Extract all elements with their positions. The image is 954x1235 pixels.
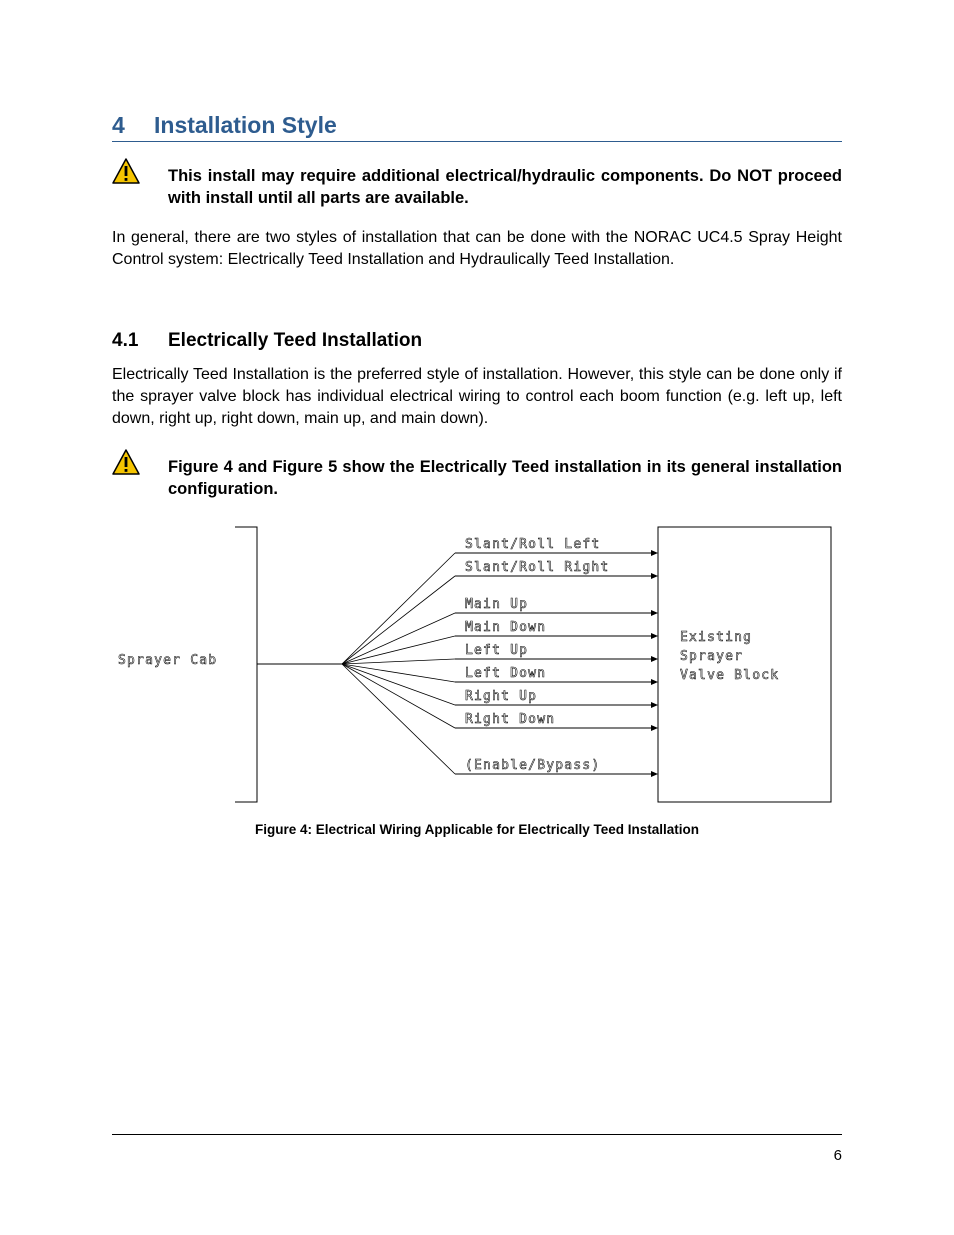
wire-arrow-left-down [651, 679, 658, 685]
wire-label-main-down: Main Down [465, 620, 547, 635]
valve-block-box [658, 527, 831, 802]
wire-arrow-enable-bypass [651, 771, 658, 777]
wire-label-left-up: Left Up [465, 643, 529, 658]
sprayer-cab-bracket [235, 527, 257, 802]
wire-fan-main-up [342, 613, 455, 664]
wire-arrow-left-up [651, 656, 658, 662]
wire-arrow-right-down [651, 725, 658, 731]
wire-label-right-up: Right Up [465, 689, 538, 704]
wire-label-left-down: Left Down [465, 666, 547, 681]
wire-arrow-main-down [651, 633, 658, 639]
subsection-paragraph: Electrically Teed Installation is the preferred style of installation. However, this style can be done only if the sprayer valve block has individual electrical wiring to control each boom function (e.g. left up, left down, right up, right down, main up, and main down). [112, 366, 842, 427]
wire-arrow-slant-roll-right [651, 573, 658, 579]
figure-caption: Figure 4: Electrical Wiring Applicable for Electrically Teed Installation [255, 822, 699, 837]
sprayer-cab-label: Sprayer Cab [118, 653, 218, 668]
wire-fan-slant-roll-left [342, 553, 455, 664]
wire-fan-left-down [342, 664, 455, 682]
warning-text: Figure 4 and Figure 5 show the Electrically Teed installation in its general installation configuration. [168, 458, 842, 498]
wire-label-enable-bypass: (Enable/Bypass) [465, 758, 601, 773]
subsection-title: Electrically Teed Installation [168, 330, 423, 351]
wire-arrow-main-up [651, 610, 658, 616]
wire-arrow-right-up [651, 702, 658, 708]
valve-block-label-line1: Existing [680, 630, 753, 645]
wire-fan-right-up [342, 664, 455, 705]
subsection-number: 4.1 [112, 330, 139, 351]
wire-label-slant-roll-right: Slant/Roll Right [465, 560, 610, 575]
intro-paragraph: In general, there are two styles of installation that can be done with the NORAC UC4.5 Spray Height Control system: Electrically Teed Installation and Hydraulically Teed Installation. [112, 229, 842, 268]
wire-fan-slant-roll-right [342, 576, 455, 664]
wire-fan-right-down [342, 664, 455, 728]
section-title: Installation Style [154, 112, 337, 138]
valve-block-label-line2: Sprayer [680, 649, 744, 664]
wire-label-right-down: Right Down [465, 712, 556, 727]
page-number: 6 [833, 1147, 842, 1164]
valve-block-label-line3: Valve Block [680, 668, 780, 683]
wire-label-main-up: Main Up [465, 597, 529, 612]
wire-label-slant-roll-left: Slant/Roll Left [465, 537, 601, 552]
footer-rule [112, 1134, 842, 1135]
warning-text: This install may require additional electrical/hydraulic components. Do NOT proceed with install until all parts are available. [168, 167, 842, 207]
wire-fan-enable-bypass [342, 664, 455, 774]
wire-arrow-slant-roll-left [651, 550, 658, 556]
section-number: 4 [112, 112, 125, 138]
